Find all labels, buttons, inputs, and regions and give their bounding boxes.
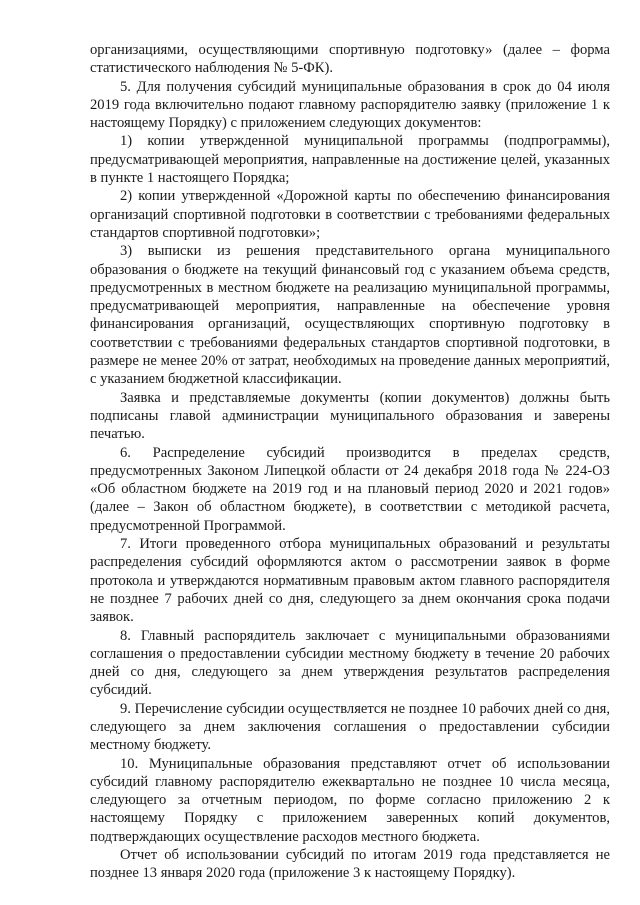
paragraph-item-5: 5. Для получения субсидий муниципальные образования в срок до 04 июля 2019 года включительно подают главному распорядителю заявку (приложение 1 к настоящему Порядку) с приложением следующих документов: [90, 78, 610, 132]
paragraph-item-6: 6. Распределение субсидий производится в пределах средств, предусмотренных Законом Липецкой области от 24 декабря 2018 года № 224-ОЗ «Об областном бюджете на 2019 год и на плановый период 2020 и 2021 годов» (далее – Закон об областном бюджете), в соответствии с методикой расчета, предусмотренной Программой. [90, 444, 610, 534]
document-page [90, 41, 610, 883]
paragraph-continuation: организациями, осуществляющими спортивную подготовку» (далее – форма статистического наблюдения № 5-ФК). [90, 42, 610, 77]
paragraph-subitem-2: 2) копии утвержденной «Дорожной карты по обеспечению финансирования организаций спортивной подготовки в соответствии с требованиями федеральных стандартов спортивной подготовки»; [90, 188, 610, 241]
paragraph-item-10: 10. Муниципальные образования представляют отчет об использовании субсидий главному распорядителю ежеквартально не позднее 10 числа месяца, следующего за отчетным периодом, по форме согласно приложению 2 к настоящему Порядку с приложением заверенных копий документов, подтверждающих осуществление расходов местного бюджета. [90, 755, 610, 845]
paragraph-item-9: 9. Перечисление субсидии осуществляется не позднее 10 рабочих дней со дня, следующего за днем заключения соглашения о предоставлении субсидии местному бюджету. [90, 700, 610, 754]
paragraph-item-8: 8. Главный распорядитель заключает с муниципальными образованиями соглашения о предоставлении субсидии местному бюджету в течение 20 рабочих дней со дня, следующего за днем утверждения результатов распределения субсидий. [90, 627, 610, 699]
paragraph-annual-report: Отчет об использовании субсидий по итогам 2019 года представляется не позднее 13 января 2020 года (приложение 3 к настоящему Порядку). [90, 847, 610, 882]
paragraph-item-7: 7. Итоги проведенного отбора муниципальных образований и результаты распределения субсидий оформляются актом о рассмотрении заявок в форме протокола и утверждаются нормативным правовым актом главного распорядителя не позднее 7 рабочих дней со дня, следующего за днем окончания срока подачи заявок. [90, 536, 610, 626]
paragraph-subitem-3: 3) выписки из решения представительного органа муниципального образования о бюджете на текущий финансовый год с указанием объема средств, предусмотренных в местном бюджете на реализацию муниципальной программы, предусматривающей мероприятия, направленные на обеспечение уровня финансирования организаций, осуществляющих спортивную подготовку в соответствии с требованиями федеральных стандартов спортивной подготовки, в размере не менее 20% от затрат, необходимых на проведение данных мероприятий, с указанием бюджетной классификации. [90, 243, 610, 388]
paragraph-subitem-1: 1) копии утвержденной муниципальной программы (подпрограммы), предусматривающей мероприятия, направленные на достижение целей, указанных в пункте 1 настоящего Порядка; [90, 133, 610, 187]
paragraph-application-signing: Заявка и представляемые документы (копии документов) должны быть подписаны главой администрации муниципального образования и заверены печатью. [90, 389, 610, 443]
